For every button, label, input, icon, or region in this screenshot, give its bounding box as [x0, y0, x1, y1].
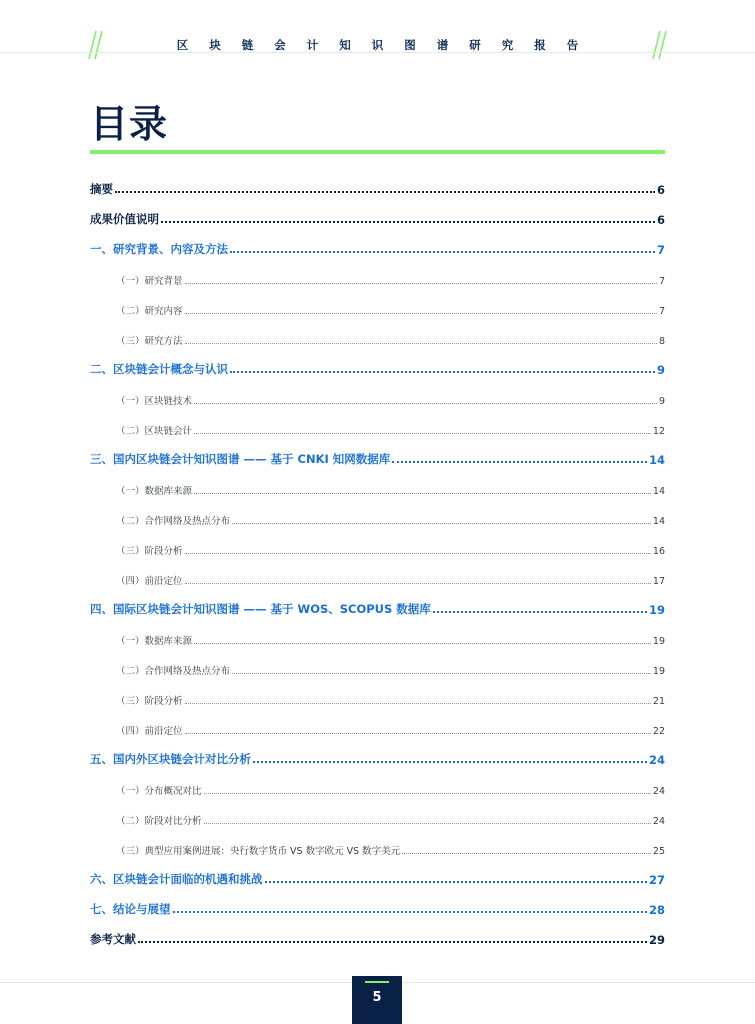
toc-entry-page-number: 16: [652, 546, 665, 557]
toc-leader-dots: [185, 733, 651, 734]
toc-section-entry[interactable]: [116, 507, 665, 527]
toc-entry-page-number: 6: [656, 183, 665, 197]
toc-entry-page-number: 22: [652, 726, 665, 737]
toc-leader-dots: [185, 343, 657, 344]
toc-entry-page-number: 17: [652, 576, 665, 587]
toc-entry-label: （一）分布概况对比: [116, 786, 202, 797]
toc-entry-label: （一）区块链技术: [116, 396, 193, 407]
toc-entry-page-number: 9: [656, 363, 665, 377]
toc-entry-label: 三、国内区块链会计知识图谱 —— 基于 CNKI 知网数据库: [90, 452, 391, 466]
toc-entry-label: （一）数据库来源: [116, 486, 193, 497]
toc-entry-label: 四、国际区块链会计知识图谱 —— 基于 WOS、SCOPUS 数据库: [90, 602, 431, 616]
toc-section-entry[interactable]: [116, 807, 665, 827]
toc-leader-dots: [194, 493, 651, 494]
toc-section-entry[interactable]: [116, 777, 665, 797]
toc-section-entry[interactable]: [116, 717, 665, 737]
toc-entry-page-number: 24: [652, 786, 665, 797]
double-slash-decoration-icon: [645, 30, 667, 60]
toc-chapter-entry[interactable]: [90, 597, 665, 617]
toc-leader-dots: [204, 823, 651, 824]
toc-entry-label: （二）合作网络及热点分布: [116, 516, 231, 527]
toc-chapter-entry[interactable]: [90, 897, 665, 917]
toc-leader-dots: [138, 941, 647, 943]
toc-leader-dots: [433, 611, 647, 613]
toc-section-entry[interactable]: [116, 327, 665, 347]
toc-entry-label: （二）合作网络及热点分布: [116, 666, 231, 677]
toc-leader-dots: [115, 191, 655, 193]
toc-section-entry[interactable]: [116, 687, 665, 707]
toc-entry-page-number: 29: [648, 933, 665, 947]
toc-leader-dots: [402, 853, 651, 854]
toc-leader-dots: [194, 433, 651, 434]
toc-entry-label: 五、国内外区块链会计对比分析: [90, 752, 251, 766]
toc-leader-dots: [185, 583, 651, 584]
header-divider: [0, 52, 755, 53]
toc-chapter-entry[interactable]: [90, 927, 665, 947]
toc-entry-page-number: 6: [656, 213, 665, 227]
toc-section-entry[interactable]: [116, 297, 665, 317]
toc-leader-dots: [265, 881, 647, 883]
toc-chapter-entry[interactable]: [90, 177, 665, 197]
toc-chapter-entry[interactable]: [90, 867, 665, 887]
toc-entry-page-number: 19: [652, 666, 665, 677]
toc-chapter-entry[interactable]: [90, 357, 665, 377]
toc-section-entry[interactable]: [116, 567, 665, 587]
toc-section-entry[interactable]: [116, 627, 665, 647]
toc-entry-page-number: 27: [648, 873, 665, 887]
header-title: 区块链会计知识图谱研究报告: [176, 38, 600, 52]
toc-entry-label: （四）前沿定位: [116, 576, 183, 587]
toc-entry-label: 二、区块链会计概念与认识: [90, 362, 228, 376]
toc-entry-page-number: 9: [658, 396, 665, 407]
toc-chapter-entry[interactable]: [90, 747, 665, 767]
toc-entry-page-number: 8: [658, 336, 665, 347]
page-header: [0, 0, 755, 56]
toc-leader-dots: [173, 911, 647, 913]
toc-section-entry[interactable]: [116, 387, 665, 407]
toc-leader-dots: [185, 553, 651, 554]
toc-leader-dots: [253, 761, 647, 763]
toc-entry-page-number: 14: [652, 486, 665, 497]
toc-entry-page-number: 19: [652, 636, 665, 647]
toc-leader-dots: [161, 221, 655, 223]
page-number-box: [352, 976, 402, 1024]
page-number: 5: [372, 990, 382, 1005]
toc-entry-label: （二）研究内容: [116, 306, 183, 317]
toc-entry-label: （三）阶段分析: [116, 546, 183, 557]
page-number-accent: [365, 981, 389, 983]
toc-entry-label: 参考文献: [90, 932, 136, 946]
toc-leader-dots: [194, 403, 657, 404]
toc-leader-dots: [232, 673, 651, 674]
toc-leader-dots: [204, 793, 651, 794]
toc-chapter-entry[interactable]: [90, 207, 665, 227]
title-underline: [90, 150, 665, 154]
toc-entry-label: （二）阶段对比分析: [116, 816, 202, 827]
toc-entry-label: 成果价值说明: [90, 212, 159, 226]
toc-leader-dots: [230, 251, 655, 253]
toc-section-entry[interactable]: [116, 267, 665, 287]
toc-entry-page-number: 24: [652, 816, 665, 827]
toc-entry-page-number: 21: [652, 696, 665, 707]
toc-chapter-entry[interactable]: [90, 237, 665, 257]
toc-entry-page-number: 14: [652, 516, 665, 527]
toc-entry-label: （三）研究方法: [116, 336, 183, 347]
toc-entry-page-number: 28: [648, 903, 665, 917]
toc-entry-label: （三）阶段分析: [116, 696, 183, 707]
toc-entry-label: （一）数据库来源: [116, 636, 193, 647]
toc-entry-label: 一、研究背景、内容及方法: [90, 242, 228, 256]
toc-section-entry[interactable]: [116, 657, 665, 677]
toc-leader-dots: [185, 703, 651, 704]
toc-leader-dots: [232, 523, 651, 524]
toc-entry-page-number: 12: [652, 426, 665, 437]
toc-entry-page-number: 7: [656, 243, 665, 257]
toc-chapter-entry[interactable]: [90, 447, 665, 467]
page-title: 目录: [90, 102, 169, 146]
toc-section-entry[interactable]: [116, 837, 665, 857]
toc-entry-page-number: 7: [658, 276, 665, 287]
toc-entry-label: 摘要: [90, 182, 113, 196]
toc-section-entry[interactable]: [116, 537, 665, 557]
toc-entry-label: 六、区块链会计面临的机遇和挑战: [90, 872, 263, 886]
toc-entry-page-number: 24: [648, 753, 665, 767]
toc-leader-dots: [194, 643, 651, 644]
toc-entry-page-number: 14: [648, 453, 665, 467]
toc-entry-page-number: 25: [652, 846, 665, 857]
toc-entry-label: （一）研究背景: [116, 276, 183, 287]
toc-leader-dots: [230, 371, 655, 373]
toc-section-entry[interactable]: [116, 477, 665, 497]
toc-leader-dots: [185, 283, 657, 284]
toc-entry-page-number: 7: [658, 306, 665, 317]
toc-entry-label: （三）典型应用案例进展：央行数字货币 VS 数字欧元 VS 数字美元: [116, 846, 401, 857]
toc-entry-label: （四）前沿定位: [116, 726, 183, 737]
toc-section-entry[interactable]: [116, 417, 665, 437]
toc-leader-dots: [185, 313, 657, 314]
toc-entry-label: （二）区块链会计: [116, 426, 193, 437]
toc-leader-dots: [392, 461, 647, 463]
toc-entry-label: 七、结论与展望: [90, 902, 171, 916]
toc-entry-page-number: 19: [648, 603, 665, 617]
